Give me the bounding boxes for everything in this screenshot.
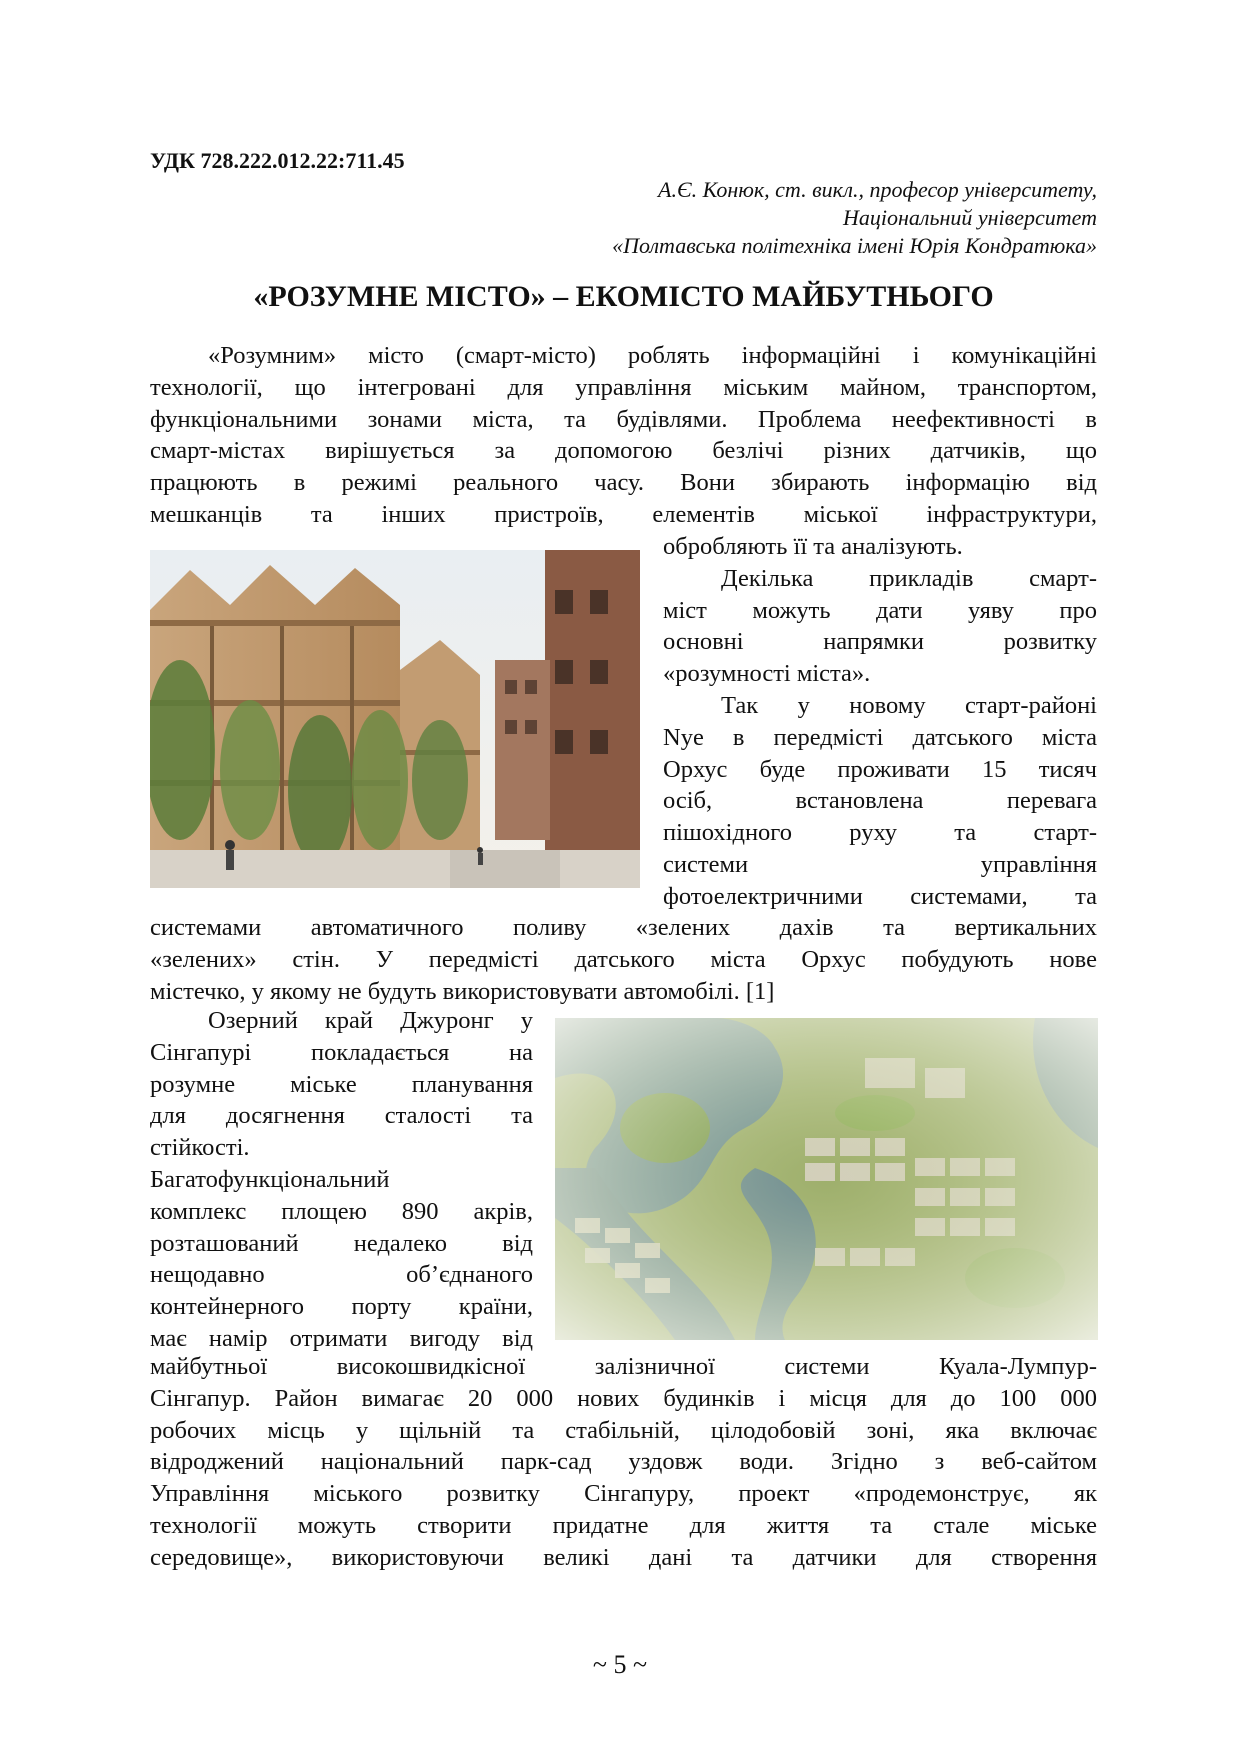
text-line: відроджений національний парк-сад уздовж води. Згідно з веб-сайтом (150, 1448, 1097, 1476)
page-number: ~ 5 ~ (592, 1650, 648, 1679)
text-line: контейнерного порту країни, (150, 1293, 533, 1321)
text-line: розумне міське планування (150, 1070, 533, 1098)
article-title: «РОЗУМНЕ МІСТО» – ЕКОМІСТО МАЙБУТНЬОГО (253, 280, 994, 313)
text-line: «розумності міста». (663, 660, 871, 688)
text-line: для досягнення сталості та (150, 1102, 533, 1130)
text-line: середовище», використовуючи великі дані та датчики для створення (150, 1543, 1097, 1571)
text-line: працюють в режимі реального часу. Вони збирають інформацію від (150, 469, 1097, 497)
text-line: «зелених» стін. У передмісті датського міста Орхус побудують нове (150, 945, 1097, 973)
text-line: Декілька прикладів смарт- (721, 564, 1097, 592)
intro-paragraph (150, 340, 1097, 531)
left-column-paragraph (150, 1005, 533, 1355)
text-line: робочих місць у щільній та стабільній, цілодобовій зоні, яка включає (150, 1416, 1097, 1444)
text-line: містечко, у якому не будуть використовувати автомобілі. [1] (150, 977, 775, 1005)
after-image-paragraph (150, 912, 1097, 1007)
author-line-1: А.Є. Конюк, ст. викл., професор університету, (658, 177, 1097, 202)
map-image (555, 1018, 1098, 1340)
timber-building-photo-icon (150, 550, 640, 888)
author-line-2: Національний університет (842, 205, 1097, 230)
text-line: розташований недалеко від (150, 1229, 533, 1257)
right-column-paragraph (663, 531, 1097, 913)
text-line: майбутньої високошвидкісної залізничної системи Куала-Лумпур- (150, 1353, 1097, 1380)
text-line: обробляють її та аналізують. (663, 533, 963, 560)
building-image (150, 550, 640, 888)
text-line: технології можуть створити придатне для життя та стале міське (150, 1511, 1097, 1539)
text-line: системами автоматичного поливу «зелених дахів та вертикальних (150, 914, 1097, 941)
text-line: Управління міського розвитку Сінгапуру, проект «продемонструє, як (150, 1480, 1097, 1508)
text-line: міст можуть дати уяву про (663, 596, 1097, 624)
text-line: мешканців та інших пристроїв, елементів міської інфраструктури, (150, 500, 1097, 528)
text-line: пішохідного руху та старт- (663, 819, 1097, 847)
text-line: системи управління (663, 850, 1097, 878)
text-line: основні напрямки розвитку (663, 628, 1097, 656)
text-line: комплекс площею 890 акрів, (150, 1197, 533, 1225)
text-line: нещодавно об’єднаного (150, 1261, 533, 1289)
text-line: Озерний край Джуронг у (208, 1007, 533, 1034)
text-line: Багатофункціональний (150, 1165, 390, 1193)
udc-code: УДК 728.222.012.22:711.45 (150, 148, 405, 173)
text-line: Nye в передмісті датського міста (663, 723, 1097, 751)
text-line: смарт-містах вирішується за допомогою безлічі різних датчиків, що (150, 437, 1097, 465)
text-line: «Розумним» місто (смарт-місто) роблять інформаційні і комунікаційні (208, 342, 1097, 369)
text-line: стійкості. (150, 1134, 250, 1162)
text-line: Орхус буде проживати 15 тисяч (663, 755, 1097, 783)
aerial-map-render-icon (555, 1018, 1098, 1340)
text-line: Сінгапурі покладається на (150, 1038, 533, 1066)
text-line: Сінгапур. Район вимагає 20 000 нових будинків і місця для до 100 000 (150, 1384, 1097, 1412)
final-paragraph (150, 1351, 1097, 1574)
text-line: функціональними зонами міста, та будівлями. Проблема неефективності в (150, 405, 1097, 433)
text-line: осіб, встановлена перевага (663, 787, 1097, 815)
text-line: фотоелектричними системами, та (663, 882, 1097, 910)
text-line: технології, що інтегровані для управління міським майном, транспортом, (150, 373, 1097, 401)
author-line-3: «Полтавська політехніка імені Юрія Кондратюка» (612, 233, 1097, 258)
text-line: має намір отримати вигоду від (150, 1324, 533, 1352)
text-line: Так у новому старт-районі (721, 691, 1097, 719)
